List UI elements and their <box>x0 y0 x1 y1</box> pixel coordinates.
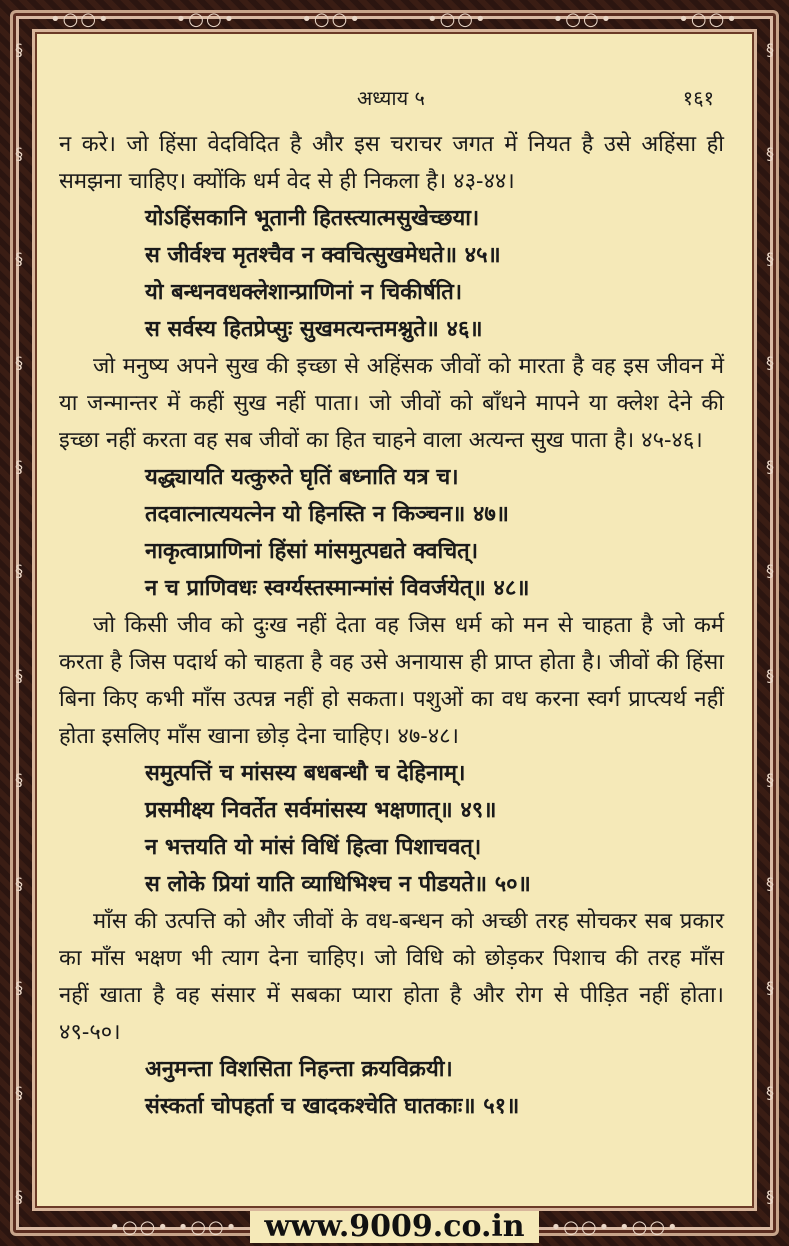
book-page <box>37 34 752 1206</box>
chapter-title: अध्याय ५ <box>357 86 425 110</box>
sanskrit-verse <box>59 755 724 903</box>
verse-line: स सर्वस्य हितप्रेप्सुः सुखमत्यन्तमश्नुते॥ ४६॥ <box>145 316 483 342</box>
footer-ornament-right: •○○• •○○• <box>550 1216 680 1238</box>
verse-line: न च प्राणिवधः स्वर्ग्यस्तस्मान्मांसं विवर्जयेत्॥ ४८॥ <box>145 575 530 601</box>
verse-line: स जीर्वश्च मृतश्चैव न क्वचित्सुखमेधते॥ ४५॥ <box>145 242 501 268</box>
verse-line: स लोके प्रियां याति व्याधिभिश्च न पीडयते॥ ५०॥ <box>145 871 531 897</box>
verse-line: योऽहिंसकानि भूतानी हितस्त्यात्मसुखेच्छया। <box>145 205 480 231</box>
verse-line: नाकृत्वाप्राणिनां हिंसां मांसमुत्पद्यते क्वचित्। <box>145 538 479 564</box>
verse-line: तदवात्नात्ययत्नेन यो हिनस्ति न किञ्चन॥ ४७॥ <box>145 501 509 527</box>
left-ornament: § § § § § § § § § § § § <box>15 40 23 1206</box>
verse-line: समुत्पत्तिं च मांसस्य बधबन्धौ च देहिनाम्। <box>145 760 466 786</box>
page-content <box>59 126 724 1125</box>
prose-paragraph: जो किसी जीव को दुःख नहीं देता वह जिस धर्म को मन से चाहता है जो कर्म करता है जिस पदार्थ को चाहता है वह उसे अनायास ही प्राप्त होता है। जीवों की हिंसा बिना किए कभी माँस उत्पन्न नहीं हो सकता। पशुओं का वध करना स्वर्ग प्राप्त्यर्थ नहीं होता इसलिए माँस खाना छोड़ देना चाहिए। ४७-४८। <box>59 613 724 749</box>
sanskrit-verse <box>59 200 724 348</box>
prose-paragraph: माँस की उत्पत्ति को और जीवों के वध-बन्धन को अच्छी तरह सोचकर सब प्रकार का माँस भक्षण भी त्याग देना चाहिए। जो विधि को छोड़कर पिशाच की तरह माँस नहीं खाता है वह संसार में सबका प्यारा होता है और रोग से पीड़ित नहीं होता। ४९-५०। <box>59 909 724 1045</box>
verse-line: यद्ध्यायति यत्कुरुते घृतिं बध्नाति यत्र च। <box>145 464 459 490</box>
verse-line: न भत्तयति यो मांसं विधिं हित्वा पिशाचवत्। <box>145 834 482 860</box>
prose-paragraph: न करे। जो हिंसा वेदविदित है और इस चराचर जगत में नियत है उसे अहिंसा ही समझना चाहिए। क्योंकि धर्म वेद से ही निकला है। ४३-४४। <box>59 132 724 194</box>
footer-ornament-left: •○○• •○○• <box>109 1216 239 1238</box>
verse-line: प्रसमीक्ष्य निवर्तेत सर्वमांसस्य भक्षणात्॥ ४९॥ <box>145 797 497 823</box>
sanskrit-verse <box>59 1051 724 1125</box>
footer-bar <box>0 1208 789 1246</box>
verse-line: अनुमन्ता विशसिता निहन्ता क्रयविक्रयी। <box>145 1056 453 1082</box>
verse-line: संस्कर्ता चोपहर्ता च खादकश्चेति घातकाः॥ ५१॥ <box>145 1093 520 1119</box>
page-number: १६१ <box>682 86 714 110</box>
prose-paragraph: जो मनुष्य अपने सुख की इच्छा से अहिंसक जीवों को मारता है वह इस जीवन में या जन्मान्तर में कहीं सुख नहीं पाता। जो जीवों को बाँधने मापने या क्लेश देने की इच्छा नहीं करता वह सब जीवों का हित चाहने वाला अत्यन्त सुख पाता है। ४५-४६। <box>59 354 724 453</box>
website-url: www.9009.co.in <box>250 1211 538 1243</box>
verse-line: यो बन्धनवधक्लेशान्प्राणिनां न चिकीर्षति। <box>145 279 463 305</box>
sanskrit-verse <box>59 459 724 607</box>
page-header <box>37 84 752 114</box>
top-ornament: •○○• •○○• •○○• •○○• •○○• •○○• <box>50 8 739 30</box>
right-ornament: § § § § § § § § § § § § <box>766 40 774 1206</box>
